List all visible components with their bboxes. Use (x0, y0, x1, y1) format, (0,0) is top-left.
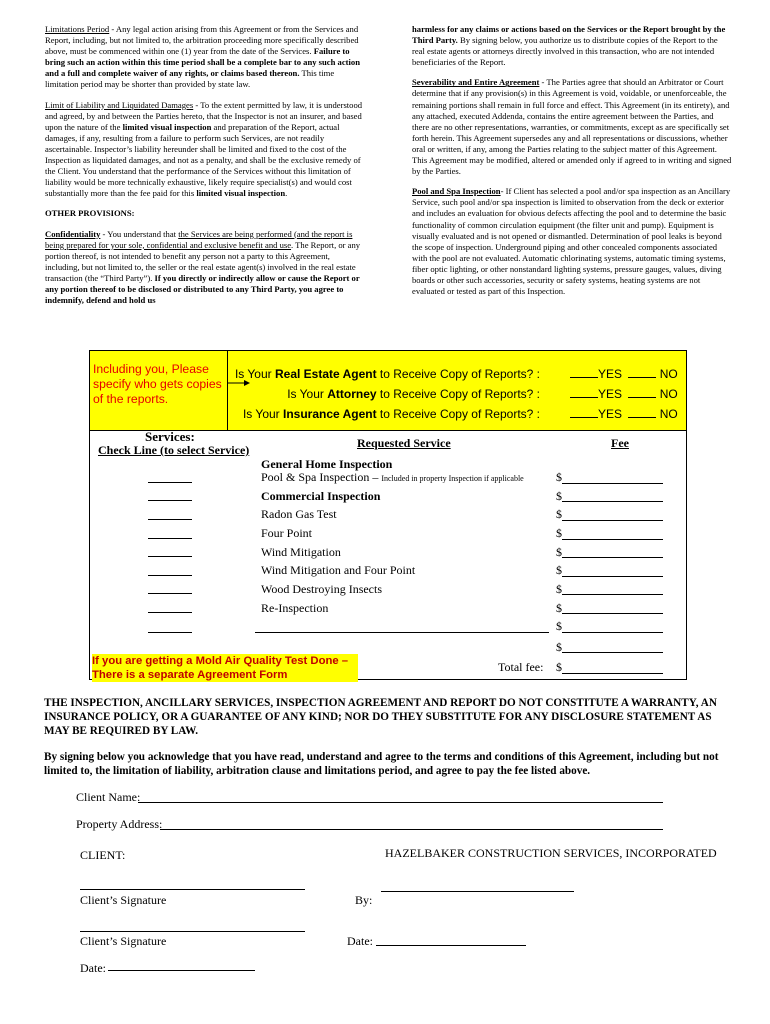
fee-line-10[interactable] (562, 652, 663, 653)
service-radon: Radon Gas Test (261, 507, 337, 521)
right-column (412, 24, 732, 306)
copies-divider (227, 350, 228, 430)
general-home-inspection: General Home Inspection (261, 457, 393, 471)
client-name-label: Client Name: (76, 790, 141, 804)
total-fee-label: Total fee: (498, 660, 544, 674)
property-address-label: Property Address: (76, 817, 163, 831)
check-line-other[interactable] (148, 632, 192, 633)
service-four-point: Four Point (261, 526, 313, 540)
fee-dollar-6: $ (556, 563, 562, 577)
fee-dollar-4: $ (556, 526, 562, 540)
fee-line-6[interactable] (562, 576, 663, 577)
fee-line-9[interactable] (562, 632, 663, 633)
limitations-period-para: Limitations Period - Any legal action arising from this Agreement or from the Services and Report, including, but not limited to, the arbitration proceeding more specifically described above, must be commenced within one (1) year from the date of the Services. Failure to bring such an action within this time period shall be a complete bar to any such action and a full and complete waiver of any rights, or claims based thereon. This time limitation period may be shorter than provided by state law. (45, 24, 360, 90)
service-wind-mitigation: Wind Mitigation (261, 545, 341, 559)
requested-service-heading: Requested Service (357, 436, 451, 450)
total-fee-line[interactable] (562, 673, 663, 674)
services-heading: Services: (145, 429, 195, 444)
service-reinspection: Re-Inspection (261, 601, 329, 615)
client-label: CLIENT: (80, 848, 126, 862)
client-signature-label-1: Client’s Signature (80, 893, 167, 907)
other-provisions-heading: OTHER PROVISIONS: (45, 208, 135, 219)
check-line-four-point[interactable] (148, 538, 192, 539)
client-signature-line-1[interactable] (80, 889, 305, 890)
check-line-wood[interactable] (148, 593, 192, 594)
copies-note: Including you, Please specify who gets copies of the reports. (93, 362, 222, 406)
warranty-disclaimer: THE INSPECTION, ANCILLARY SERVICES, INSPECTION AGREEMENT AND REPORT DO NOT CONSTITUTE A WARRANTY, AN INSURANCE POLICY, OR A GUARANTEE OF ANY KIND; NOR DO THEY SUBSTITUTE FOR ANY DISCLOSURE STATEMENT AS MAY BE REQUIRED BY LAW. (44, 697, 717, 737)
date-label-left: Date: (80, 961, 106, 975)
date-label-right: Date: (347, 934, 373, 948)
date-field-left[interactable] (108, 970, 255, 971)
fee-line-1[interactable] (562, 483, 663, 484)
check-line-wind[interactable] (148, 556, 192, 557)
client-name-field[interactable] (138, 802, 663, 803)
date-field-right[interactable] (376, 945, 526, 946)
service-wind-four-point: Wind Mitigation and Four Point (261, 563, 416, 577)
check-line-radon[interactable] (148, 519, 192, 520)
left-column (45, 24, 363, 315)
real-estate-agent-yes-no[interactable]: YES NO (570, 367, 678, 381)
company-name: HAZELBAKER CONSTRUCTION SERVICES, INCORPORATED (385, 846, 717, 860)
check-line-reinspection[interactable] (148, 612, 192, 613)
insurance-agent-yes-no[interactable]: YES NO (570, 407, 678, 421)
check-line-wind-four[interactable] (148, 575, 192, 576)
real-estate-agent-question: Is Your Real Estate Agent to Receive Copy of Reports? : (234, 367, 540, 381)
fee-heading: Fee (611, 436, 629, 450)
commercial-inspection: Commercial Inspection (261, 489, 381, 503)
fee-dollar-2: $ (556, 489, 562, 503)
check-line-commercial[interactable] (148, 500, 192, 501)
attorney-yes-no[interactable]: YES NO (570, 387, 678, 401)
client-signature-line-2[interactable] (80, 931, 305, 932)
other-service-line[interactable] (255, 632, 549, 633)
insurance-agent-question: Is Your Insurance Agent to Receive Copy of Reports? : (242, 407, 540, 421)
property-address-field[interactable] (160, 829, 663, 830)
fee-line-5[interactable] (562, 557, 663, 558)
fee-dollar-5: $ (556, 545, 562, 559)
fee-dollar-8: $ (556, 601, 562, 615)
service-wood-destroying: Wood Destroying Insects (261, 582, 383, 596)
fee-line-3[interactable] (562, 520, 663, 521)
fee-line-2[interactable] (562, 501, 663, 502)
client-signature-label-2: Client’s Signature (80, 934, 167, 948)
fee-line-7[interactable] (562, 594, 663, 595)
fee-dollar-1: $ (556, 470, 562, 484)
services-subheading: Check Line (to select Service) (98, 443, 250, 457)
pool-spa-inspection: Pool & Spa Inspection – Included in property Inspection if applicable (261, 470, 524, 484)
attorney-question: Is Your Attorney to Receive Copy of Reports? : (287, 387, 540, 401)
fee-dollar-3: $ (556, 507, 562, 521)
fee-line-4[interactable] (562, 539, 663, 540)
fee-dollar-9: $ (556, 619, 562, 633)
limit-liability-para: Limit of Liability and Liquidated Damages - To the extent permitted by law, it is understood and agreed, by and between the Parties hereto, that the Inspector is not an insurer, and based upon the nature of the limited visual inspection and preparation of the Report, actual damages, if any, resulting from a failure to perform such Services, are not readily ascertainable. Inspector’s liability hereunder shall be limited and fixed to the cost of the Inspection as liquidated damages, and not as a penalty, and shall be the exclusive remedy of the Client. You understand that the performance of the Services without this limitation of liability would be more technically exhaustive, likely require specialist(s) and would cost substantially more than the fee paid for this limited visual inspection. (45, 99, 363, 199)
check-line-general[interactable] (148, 482, 192, 483)
mold-test-note: If you are getting a Mold Air Quality Test Done – There is a separate Agreement Form (92, 654, 358, 682)
confidentiality-para: Confidentiality - You understand that the Services are being performed (and the report is being prepared for your sole, confidential and exclusive benefit and use. The Report, or any portion thereof, is not intended to benefit any person not a party to this Agreement, including, but not limited to, the seller or the real estate agent(s) involved in the real estate transaction (the “Third Party”). If you directly or indirectly allow or cause the Report or any portion thereof to be disclosed or distributed to any Third Party, you agree to indemnify, defend and hold us (45, 228, 361, 306)
total-fee-dollar: $ (556, 660, 562, 674)
acknowledgement: By signing below you acknowledge that you have read, understand and agree to the terms and conditions of this Agreement, including but not limited to, the limitation of liability, arbitration clause and limitations period, and agree to pay the fee listed above. (44, 751, 719, 777)
harmless-para: harmless for any claims or actions based on the Services or the Report brought by the Third Party. By signing below, you authorize us to distribute copies of the Report to the real estate agents or attorneys directly involved in this transaction, who are not intended beneficiaries of the Report. (412, 24, 726, 68)
fee-dollar-7: $ (556, 582, 562, 596)
pool-spa-para: Pool and Spa Inspection- If Client has selected a pool and/or spa inspection as an Ancillary Service, such pool and/or spa inspection is limited to observation from the deck or exterior and includes an evaluation for obvious defects affecting the pool and to determine the basic functionality of common circulation equipment (the filter unit and pump). Equipment is visually evaluated and is not opened or dismantled. Determination of pool leaks is beyond the scope of inspection. Underground piping and other concealed components associated with the pool are not evaluated. Automatic chlorinating systems, automatic timing systems, fiber optic lighting, or other nonstandard lighting systems, pressure gauges, values, diving boards or other such accessories, security or safety systems, heating systems are not evaluated or tested as part of this Inspection. (412, 186, 731, 297)
by-label: By: (355, 893, 373, 907)
company-signature-line[interactable] (381, 891, 574, 892)
fee-line-8[interactable] (562, 613, 663, 614)
severability-para: Severability and Entire Agreement - The Parties agree that should an Arbitrator or Court determine that if any provision(s) in this Agreement is void, voidable, or unenforceable, the remaining portions shall remain in full force and effect. This Agreement (in its entirety), and any attached, executed Addenda, contains the entire agreement between the Parties, and there are no other representations, warranties, or commitments, except as are specifically set forth herein. This Agreement supersedes any and all representations or discussions, whether oral or written, if any, among the Parties relating to the subject matter of this Agreement. This Agreement may be modified, altered or amended only if agreed to in writing and signed by the Parties. (412, 77, 732, 177)
fee-dollar-10: $ (556, 640, 562, 654)
